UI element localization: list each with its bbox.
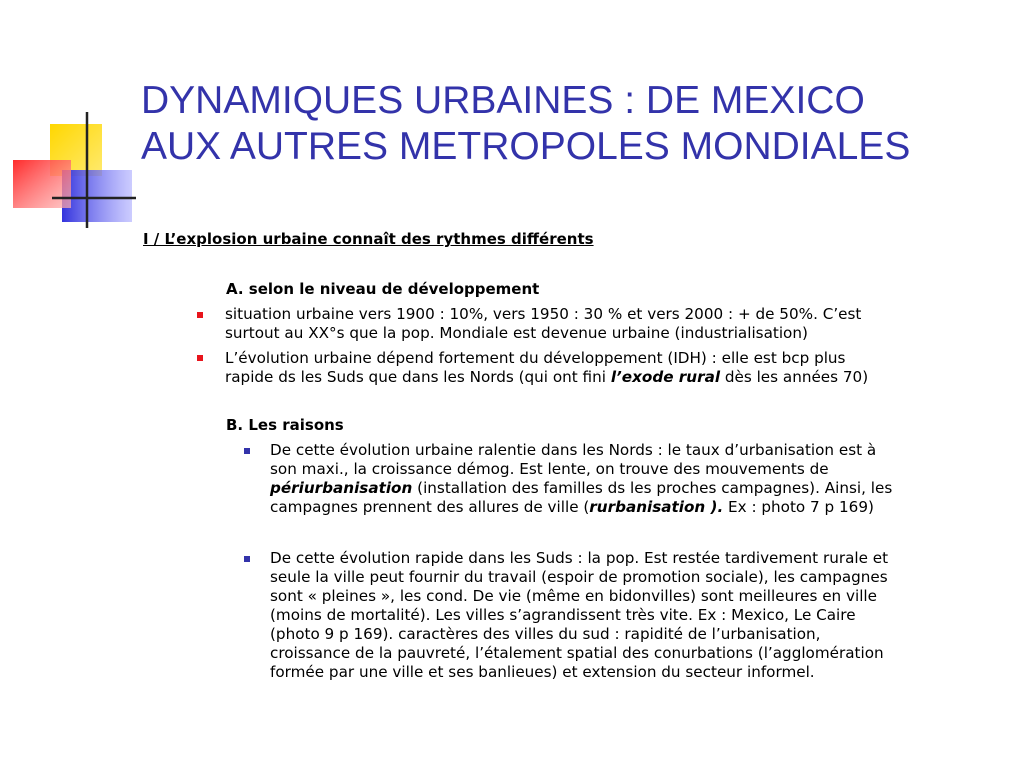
subsection-b-heading: B. Les raisons <box>226 416 344 434</box>
bullet-marker <box>244 448 250 454</box>
bullet-marker <box>197 355 203 361</box>
emphasis-text: rurbanisation ). <box>589 498 724 516</box>
slide-title <box>141 78 1011 170</box>
list-item-a1: situation urbaine vers 1900 : 10%, vers 1950 : 30 % et vers 2000 : + de 50%. C’est surtout au XX°s que la pop. Mondiale est devenue urbaine (industrialisation) <box>225 305 862 342</box>
list-item-a2: L’évolution urbaine dépend fortement du développement (IDH) : elle est bcp plus rapide ds les Suds que dans les Nords (qui ont fini l’exode rural dès les années 70) <box>225 349 869 386</box>
bullet-marker <box>197 312 203 318</box>
list-item-b2: De cette évolution rapide dans les Suds : la pop. Est restée tardivement rurale et seule la ville peut fournir du travail (espoir de promotion sociale), les campagnes sont « pleines », les cond. De vie (même en bidonvilles) sont meilleures en ville (moins de mortalité). Les villes s’agrandissent très vite. Ex : Mexico, Le Caire (photo 9 p 169). caractères des villes du sud : rapidité de l’urbanisation, croissance de la pauvreté, l’étalement spatial des conurbations (l’agglomération formée par une ville et ses banlieues) et extension du secteur informel. <box>270 549 889 681</box>
bullet-marker <box>244 556 250 562</box>
decorative-squares <box>0 0 140 235</box>
subsection-a-heading: A. selon le niveau de développement <box>226 280 540 298</box>
title-line-1: DYNAMIQUES URBAINES : DE MEXICO <box>141 79 865 122</box>
emphasis-text: périurbanisation <box>270 479 413 497</box>
section-heading: I / L’explosion urbaine connaît des rythmes différents <box>143 230 594 248</box>
red-square <box>13 160 71 208</box>
blue-square <box>62 170 132 222</box>
title-line-2: AUX AUTRES METROPOLES MONDIALES <box>141 125 911 168</box>
list-item-b1: De cette évolution urbaine ralentie dans les Nords : le taux d’urbanisation est à son maxi., la croissance démog. Est lente, on trouve des mouvements de périurbanisation (installation des familles ds les proches campagnes). Ainsi, les campagnes prennent des allures de ville (rurbanisation ). Ex : photo 7 p 169) <box>270 441 893 516</box>
emphasis-text: l’exode rural <box>610 368 721 386</box>
